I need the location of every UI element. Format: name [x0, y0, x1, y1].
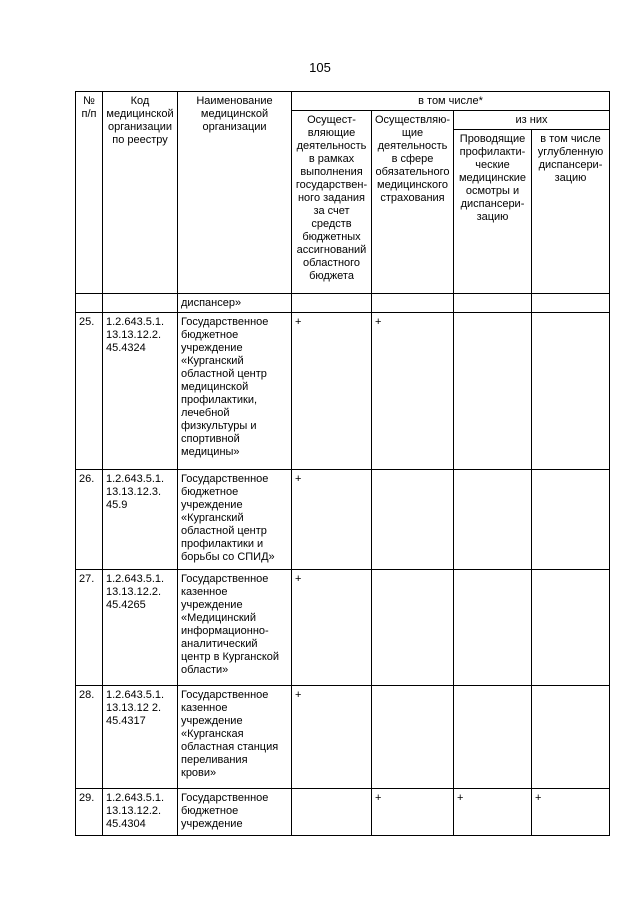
table-row [76, 789, 610, 836]
row-name: Государственное казенное учреждение «Курганская областная станция переливания крови» [181, 689, 279, 779]
header-col-budget: Осущест- вляющие деятельность в рамках выполнения государствен- ного задания за счет средств бюджетных ассигнований областного бюджета [292, 111, 372, 294]
table-row [76, 570, 610, 686]
header-row-1 [76, 92, 610, 111]
row-code-cell [103, 470, 178, 570]
row-deep-mark-cell [532, 313, 610, 470]
row-number-cell [76, 313, 103, 470]
header-col-prof: Проводящие профилакти- ческие медицинские осмотры и диспансери- зацию [454, 130, 532, 294]
row-number: 28. [79, 689, 95, 701]
row-budget-mark-cell [292, 294, 372, 313]
row-deep-mark-cell [532, 570, 610, 686]
row-number: 25. [79, 316, 95, 328]
row-code: 1.2.643.5.1. 13.13.12.2. 45.4304 [106, 792, 165, 830]
row-code-cell [103, 313, 178, 470]
row-name: Государственное бюджетное учреждение [181, 792, 269, 830]
row-oms-mark-cell [372, 470, 454, 570]
header-of-them: из них [454, 111, 610, 130]
row-number-cell [76, 789, 103, 836]
row-code: 1.2.643.5.1. 13.13.12.3. 45.9 [106, 473, 165, 511]
row-budget-mark-cell [292, 313, 372, 470]
row-number-cell [76, 294, 103, 313]
table-row [76, 470, 610, 570]
header-col-oms: Осуществляю- щие деятельность в сфере обязательного медицинского страхования [372, 111, 454, 294]
row-code: 1.2.643.5.1. 13.13.12.2. 45.4324 [106, 316, 165, 354]
row-name: Государственное бюджетное учреждение «Курганский областной центр профилактики и борьбы со СПИД» [181, 473, 275, 563]
row-deep-mark-cell [532, 686, 610, 789]
row-number-cell [76, 470, 103, 570]
table-row [76, 313, 610, 470]
row-budget-mark: + [295, 473, 302, 485]
row-oms-mark-cell [372, 313, 454, 470]
row-oms-mark-cell [372, 294, 454, 313]
row-prof-mark-cell [454, 313, 532, 470]
row-name: Государственное казенное учреждение «Медицинский информационно- аналитический центр в Курганской области» [181, 573, 280, 676]
row-code: 1.2.643.5.1. 13.13.12 2. 45.4317 [106, 689, 165, 727]
row-oms-mark-cell [372, 789, 454, 836]
row-deep-mark-cell [532, 470, 610, 570]
row-name: Государственное бюджетное учреждение «Курганский областной центр медицинской профилактики, лечебной физкультуры и спортивной медицины» [181, 316, 269, 458]
row-name-cell [178, 686, 292, 789]
header-col-deep: в том числе углубленную диспансери- зацию [532, 130, 610, 294]
row-budget-mark-cell [292, 686, 372, 789]
row-oms-mark-cell [372, 570, 454, 686]
row-prof-mark: + [457, 792, 464, 804]
table-row [76, 686, 610, 789]
row-prof-mark-cell [454, 686, 532, 789]
row-deep-mark: + [535, 792, 542, 804]
row-code-cell [103, 789, 178, 836]
row-oms-mark-cell [372, 686, 454, 789]
row-budget-mark: + [295, 316, 302, 328]
row-budget-mark: + [295, 689, 302, 701]
row-name-cell [178, 789, 292, 836]
row-prof-mark-cell [454, 570, 532, 686]
row-oms-mark: + [375, 316, 382, 328]
row-name-cell [178, 570, 292, 686]
row-name-cell [178, 470, 292, 570]
row-deep-mark-cell [532, 294, 610, 313]
row-number-cell [76, 570, 103, 686]
row-budget-mark: + [295, 573, 302, 585]
row-name-cell [178, 294, 292, 313]
row-number: 26. [79, 473, 95, 485]
row-code-cell [103, 294, 178, 313]
row-prof-mark-cell [454, 470, 532, 570]
organizations-table [75, 91, 610, 836]
row-number-cell [76, 686, 103, 789]
row-deep-mark-cell [532, 789, 610, 836]
row-code-cell [103, 686, 178, 789]
table-row [76, 294, 610, 313]
header-code: Код медицинской организации по реестру [103, 92, 178, 294]
row-name: диспансер» [181, 297, 242, 309]
row-budget-mark-cell [292, 789, 372, 836]
row-code: 1.2.643.5.1. 13.13.12.2. 45.4265 [106, 573, 165, 611]
row-number: 29. [79, 792, 95, 804]
row-oms-mark: + [375, 792, 382, 804]
row-budget-mark-cell [292, 570, 372, 686]
row-prof-mark-cell [454, 789, 532, 836]
row-number: 27. [79, 573, 95, 585]
row-code-cell [103, 570, 178, 686]
header-name: Наименование медицинской организации [178, 92, 292, 294]
header-including: в том числе* [292, 92, 610, 111]
row-budget-mark-cell [292, 470, 372, 570]
row-name-cell [178, 313, 292, 470]
page-number: 105 [309, 60, 331, 75]
row-prof-mark-cell [454, 294, 532, 313]
header-num: № п/п [76, 92, 103, 294]
